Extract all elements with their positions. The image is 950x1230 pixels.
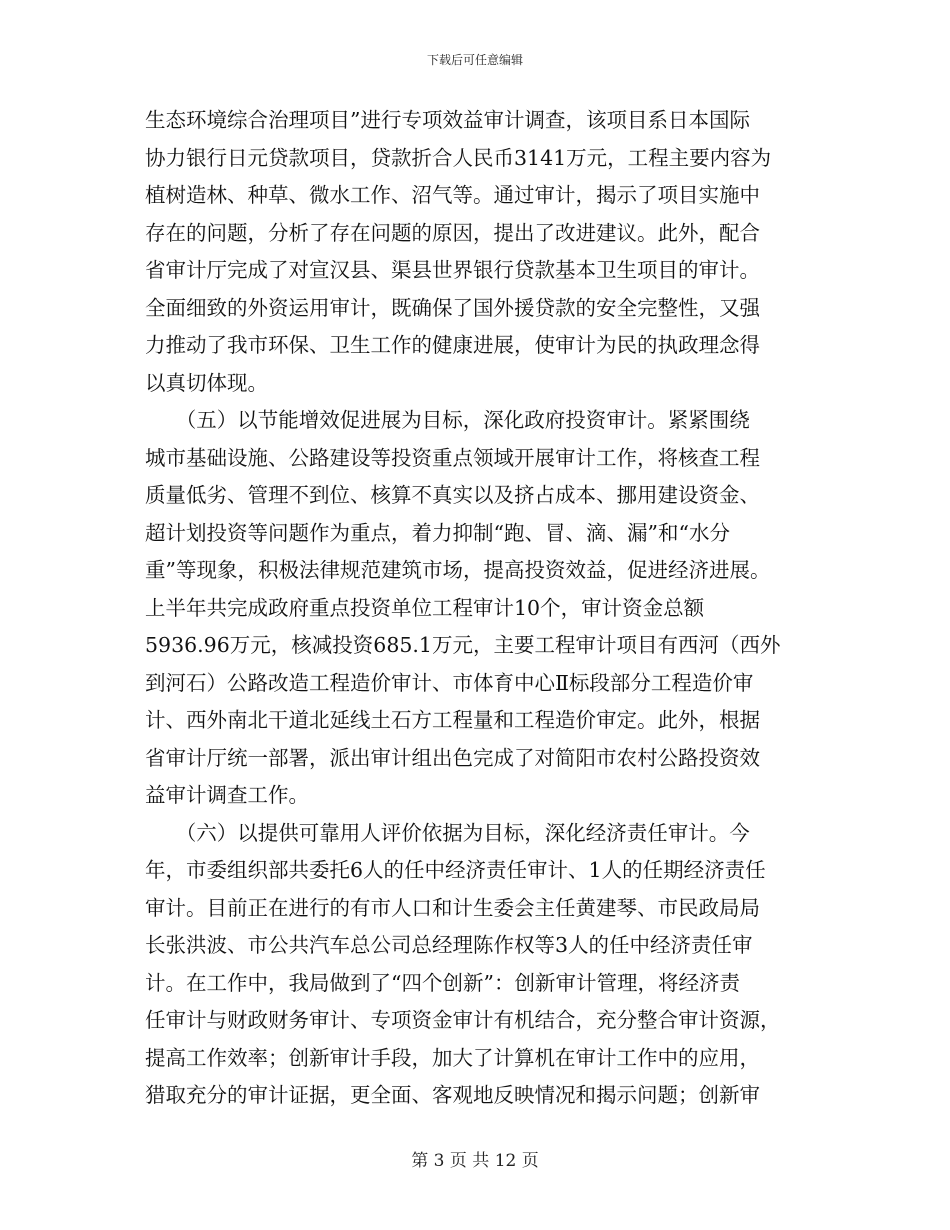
text-line: 协力银行日元贷款项目，贷款折合人民币3141万元，工程主要内容为 [145,145,772,170]
paragraph-economic-responsibility-audit [145,815,805,1115]
text-line: 城市基础设施、公路建设等投资重点领域开展审计工作，将核查工程 [145,445,760,470]
text-line: 年，市委组织部共委托6人的任中经济责任审计、1人的任期经济责任 [145,858,766,882]
text-line: 以真切体现。 [145,370,268,395]
text-line: 提高工作效率；创新审计手段，加大了计算机在审计工作中的应用， [145,1045,760,1070]
text-line: 5936.96万元，核减投资685.1万元，主要工程审计项目有西河（西外 [145,633,781,657]
text-line: （五）以节能增效促进展为目标，深化政府投资审计。紧紧围绕 [145,408,750,432]
text-line: （六）以提供可靠用人评价依据为目标，深化经济责任审计。今 [145,820,750,845]
document-body [145,102,805,1115]
text-line: 省审计厅统一部署，派出审计组出色完成了对简阳市农村公路投资效 [145,745,760,770]
text-line: 植树造林、种草、微水工作、沼气等。通过审计，揭示了项目实施中 [145,183,760,207]
text-line: 长张洪波、市公共汽车总公司总经理陈作权等3人的任中经济责任审 [145,933,753,957]
page-header: 下载后可任意编辑 [426,53,523,67]
text-line: 益审计调查工作。 [145,783,309,807]
text-line: 生态环境综合治理项目”进行专项效益审计调查，该项目系日本国际 [145,108,750,132]
text-line: 审计。目前正在进行的有市人口和计生委会主任黄建琴、市民政局局 [145,895,760,920]
text-line: 质量低劣、管理不到位、核算不真实以及挤占成本、挪用建设资金、 [145,483,760,507]
text-line: 上半年共完成政府重点投资单位工程审计10个，审计资金总额 [145,595,705,620]
text-line: 重”等现象，积极法律规范建筑市场，提高投资效益，促进经济进展。 [145,558,771,582]
text-line: 猎取充分的审计证据，更全面、客观地反映情况和揭示问题；创新审 [145,1083,760,1107]
page-number-footer: 第 3 页 共 12 页 [411,1151,539,1171]
paragraph-foreign-capital-audit [145,102,805,402]
text-line: 力推动了我市环保、卫生工作的健康进展，使审计为民的执政理念得 [145,333,760,357]
text-line: 到河石）公路改造工程造价审计、市体育中心Ⅱ标段部分工程造价审 [145,670,754,695]
text-line: 任审计与财政财务审计、专项资金审计有机结合，充分整合审计资源， [145,1008,781,1032]
text-line: 全面细致的外资运用审计，既确保了国外援贷款的安全完整性，又强 [145,295,760,320]
text-line: 省审计厅完成了对宣汉县、渠县世界银行贷款基本卫生项目的审计。 [145,258,760,282]
text-line: 计、西外南北干道北延线土石方工程量和工程造价审定。此外，根据 [145,708,760,732]
text-line: 存在的问题，分析了存在问题的原因，提出了改进建议。此外，配合 [145,220,760,245]
text-line: 计。在工作中，我局做到了“四个创新”：创新审计管理，将经济责 [145,970,740,995]
paragraph-government-investment-audit [145,402,805,815]
text-line: 超计划投资等问题作为重点，着力抑制“跑、冒、滴、漏”和“水分 [145,520,730,545]
